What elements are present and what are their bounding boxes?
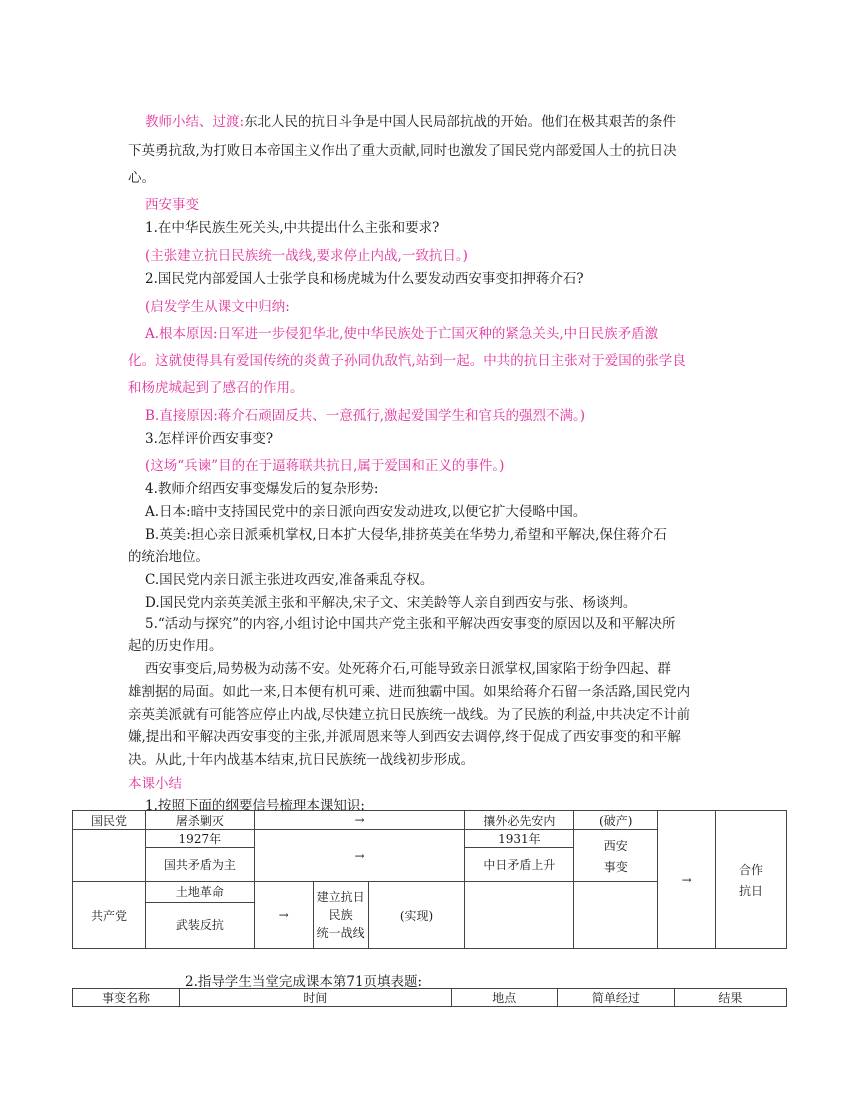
summary-item-2: 2.指导学生当堂完成课本第71页填表题: bbox=[185, 974, 423, 990]
realized-label: (实现) bbox=[368, 882, 465, 949]
cooperation-line-2: 抗日 bbox=[739, 883, 764, 898]
intro-label: 教师小结、过渡: bbox=[145, 114, 245, 130]
summary-item-1: 1.按照下面的纲要信号梳理本课知识: bbox=[145, 798, 365, 814]
fill-table-header: 地点 bbox=[451, 989, 557, 1007]
armed-resistance: 武装反抗 bbox=[175, 918, 224, 932]
question-4: 4.教师介绍西安事变爆发后的复杂形势: bbox=[145, 481, 379, 497]
cpc-actions-cell bbox=[145, 882, 254, 949]
empty-cell bbox=[465, 882, 574, 949]
answer-2-a-line1: A.根本原因:日军进一步侵犯华北,使中华民族处于亡国灭种的紧急关头,中日民族矛盾激 bbox=[145, 326, 659, 342]
paragraph-line-4: 嫌,提出和平解决西安事变的主张,并派周恩来等人到西安去调停,终于促成了西安事变的和平解 bbox=[128, 729, 681, 745]
conflict-kmt-cpc: 国共矛盾为主 bbox=[145, 848, 254, 882]
empty-cell bbox=[73, 830, 146, 882]
paragraph-line-1: 西安事变后,局势极为动荡不安。处死蒋介石,可能导致亲日派掌权,国家陷于纷争四起、群 bbox=[145, 661, 671, 677]
intro-text: 东北人民的抗日斗争是中国人民局部抗战的开始。他们在极其艰苦的条件 bbox=[244, 114, 677, 130]
xian-line-1: 西安 bbox=[603, 838, 628, 853]
answer-2-a-line2: 化。这就使得具有爱国传统的炎黄子孙同仇敌忾,站到一起。中共的抗日主张对于爱国的张学良 bbox=[128, 353, 686, 369]
arrow: → bbox=[254, 811, 465, 830]
answer-2-intro: (启发学生从课文中归纳: bbox=[145, 299, 290, 315]
section-heading: 西安事变 bbox=[145, 197, 199, 213]
intro-line-1 bbox=[145, 110, 676, 130]
outline-table bbox=[72, 810, 787, 949]
paragraph-line-5: 决。从此,十年内战基本结束,抗日民族统一战线初步形成。 bbox=[128, 752, 475, 768]
land-revolution: 土地革命 bbox=[146, 882, 254, 903]
answer-4-b-line1: B.英美:担心亲日派乘机掌权,日本扩大侵华,排挤英美在华势力,希望和平解决,保住蒋介石 bbox=[145, 527, 667, 543]
answer-2-a-line3: 和杨虎城起到了感召的作用。 bbox=[128, 380, 304, 396]
question-5-line2: 起的历史作用。 bbox=[128, 638, 223, 654]
arrow: → bbox=[254, 882, 313, 949]
united-front-line-2: 民族 bbox=[328, 908, 353, 922]
summary-heading: 本课小结 bbox=[128, 776, 182, 792]
party-kmt-label: 国民党 bbox=[73, 811, 146, 830]
united-front-line-3: 统一战线 bbox=[316, 926, 365, 940]
policy-bankrupt: (破产) bbox=[574, 811, 658, 830]
answer-1: (主张建立抗日民族统一战线,要求停止内战,一致抗日。) bbox=[145, 248, 468, 264]
empty-cell bbox=[574, 882, 658, 949]
intro-line-3: 心。 bbox=[128, 170, 155, 186]
intro-line-2: 下英勇抗敌,为打败日本帝国主义作出了重大贡献,同时也激发了国民党内部爱国人士的抗日决 bbox=[128, 143, 677, 159]
answer-4-a: A.日本:暗中支持国民党中的亲日派向西安发动进攻,以便它扩大侵略中国。 bbox=[145, 504, 587, 520]
answer-2-b: B.直接原因:蒋介石顽固反共、一意孤行,激起爱国学生和官兵的强烈不满。) bbox=[145, 408, 586, 424]
answer-4-d: D.国民党内亲英美派主张和平解决,宋子文、宋美龄等人亲自到西安与张、杨谈判。 bbox=[145, 595, 637, 611]
question-5-line1: 5.“活动与探究”的内容,小组讨论中国共产党主张和平解决西安事变的原因以及和平解决所 bbox=[145, 616, 676, 632]
year-1931: 1931年 bbox=[465, 830, 574, 848]
year-1927: 1927年 bbox=[145, 830, 254, 848]
question-2: 2.国民党内部爱国人士张学良和杨虎城为什么要发动西安事变扣押蒋介石? bbox=[145, 271, 584, 287]
kmt-policy-massacre: 屠杀剿灭 bbox=[145, 811, 254, 830]
cooperation-line-1: 合作 bbox=[739, 862, 764, 877]
kmt-policy-interior: 攘外必先安内 bbox=[465, 811, 574, 830]
question-1: 1.在中华民族生死关头,中共提出什么主张和要求? bbox=[145, 220, 440, 236]
answer-4-c: C.国民党内亲日派主张进攻西安,准备乘乱夺权。 bbox=[145, 572, 434, 588]
fill-table-header: 结果 bbox=[674, 989, 786, 1007]
party-cpc-label: 共产党 bbox=[73, 882, 146, 949]
paragraph-line-3: 亲英美派就有可能答应停止内战,尽快建立抗日民族统一战线。为了民族的利益,中共决定不计前 bbox=[128, 707, 691, 723]
answer-3: (这场“兵谏”目的在于逼蒋联共抗日,属于爱国和正义的事件。) bbox=[145, 458, 505, 474]
fill-table-header: 时间 bbox=[180, 989, 452, 1007]
fill-table-header: 简单经过 bbox=[557, 989, 674, 1007]
cooperation-cell bbox=[716, 811, 787, 949]
fill-table-header: 事变名称 bbox=[73, 989, 180, 1007]
xian-line-2: 事变 bbox=[603, 859, 628, 874]
united-front-line-1: 建立抗日 bbox=[316, 890, 365, 904]
xian-incident-cell bbox=[574, 830, 658, 882]
paragraph-line-2: 雄割据的局面。如此一来,日本便有机可乘、进而独霸中国。如果给蒋介石留一条活路,国民党内 bbox=[128, 684, 691, 700]
arrow: → bbox=[254, 830, 465, 882]
conflict-china-japan: 中日矛盾上升 bbox=[465, 848, 574, 882]
arrow: → bbox=[658, 811, 716, 949]
answer-4-b-line2: 的统治地位。 bbox=[128, 549, 209, 565]
fill-table bbox=[72, 988, 787, 1007]
united-front-cell bbox=[313, 882, 368, 949]
question-3: 3.怎样评价西安事变? bbox=[145, 431, 274, 447]
